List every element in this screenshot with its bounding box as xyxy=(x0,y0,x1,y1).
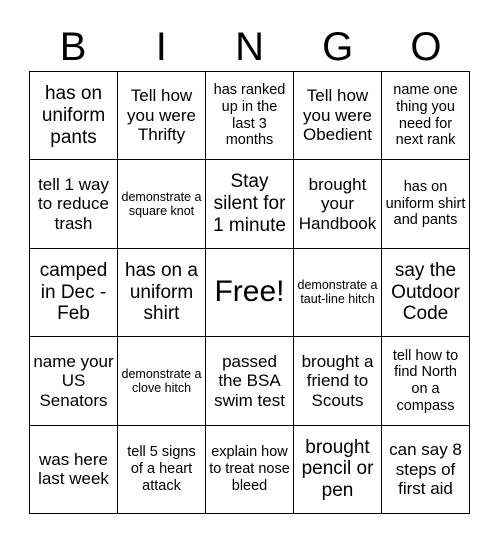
bingo-cell[interactable]: Tell how you were Thrifty xyxy=(118,72,206,160)
header-letter-n: N xyxy=(235,25,264,69)
bingo-cell[interactable]: tell 5 signs of a heart attack xyxy=(118,426,206,514)
header-letter-i: I xyxy=(155,25,167,69)
bingo-cell[interactable]: tell 1 way to reduce trash xyxy=(30,160,118,248)
bingo-cell[interactable]: can say 8 steps of first aid xyxy=(382,426,470,514)
bingo-cell[interactable]: name your US Senators xyxy=(30,337,118,425)
bingo-cell[interactable]: say the Outdoor Code xyxy=(382,249,470,337)
bingo-cell[interactable]: demonstrate a taut-line hitch xyxy=(294,249,382,337)
bingo-cell[interactable]: demonstrate a square knot xyxy=(118,160,206,248)
bingo-cell[interactable]: brought a friend to Scouts xyxy=(294,337,382,425)
bingo-cell[interactable]: has on uniform shirt and pants xyxy=(382,160,470,248)
bingo-cell[interactable]: Tell how you were Obedient xyxy=(294,72,382,160)
header-letter-b: B xyxy=(59,25,87,69)
bingo-grid xyxy=(29,71,470,514)
bingo-cell[interactable]: explain how to treat nose bleed xyxy=(206,426,294,514)
bingo-cell[interactable]: has on uniform pants xyxy=(30,72,118,160)
bingo-cell[interactable]: demonstrate a clove hitch xyxy=(118,337,206,425)
bingo-header xyxy=(29,22,470,72)
bingo-cell[interactable]: brought your Handbook xyxy=(294,160,382,248)
bingo-cell[interactable]: Stay silent for 1 minute xyxy=(206,160,294,248)
header-letter-g: G xyxy=(322,25,354,69)
bingo-cell[interactable]: was here last week xyxy=(30,426,118,514)
bingo-cell[interactable]: brought pencil or pen xyxy=(294,426,382,514)
free-space-cell[interactable]: Free! xyxy=(206,249,294,337)
bingo-cell[interactable]: passed the BSA swim test xyxy=(206,337,294,425)
bingo-cell[interactable]: has ranked up in the last 3 months xyxy=(206,72,294,160)
bingo-cell[interactable]: has on a uniform shirt xyxy=(118,249,206,337)
header-letter-o: O xyxy=(410,25,442,69)
bingo-cell[interactable]: name one thing you need for next rank xyxy=(382,72,470,160)
bingo-cell[interactable]: camped in Dec - Feb xyxy=(30,249,118,337)
bingo-cell[interactable]: tell how to find North on a compass xyxy=(382,337,470,425)
